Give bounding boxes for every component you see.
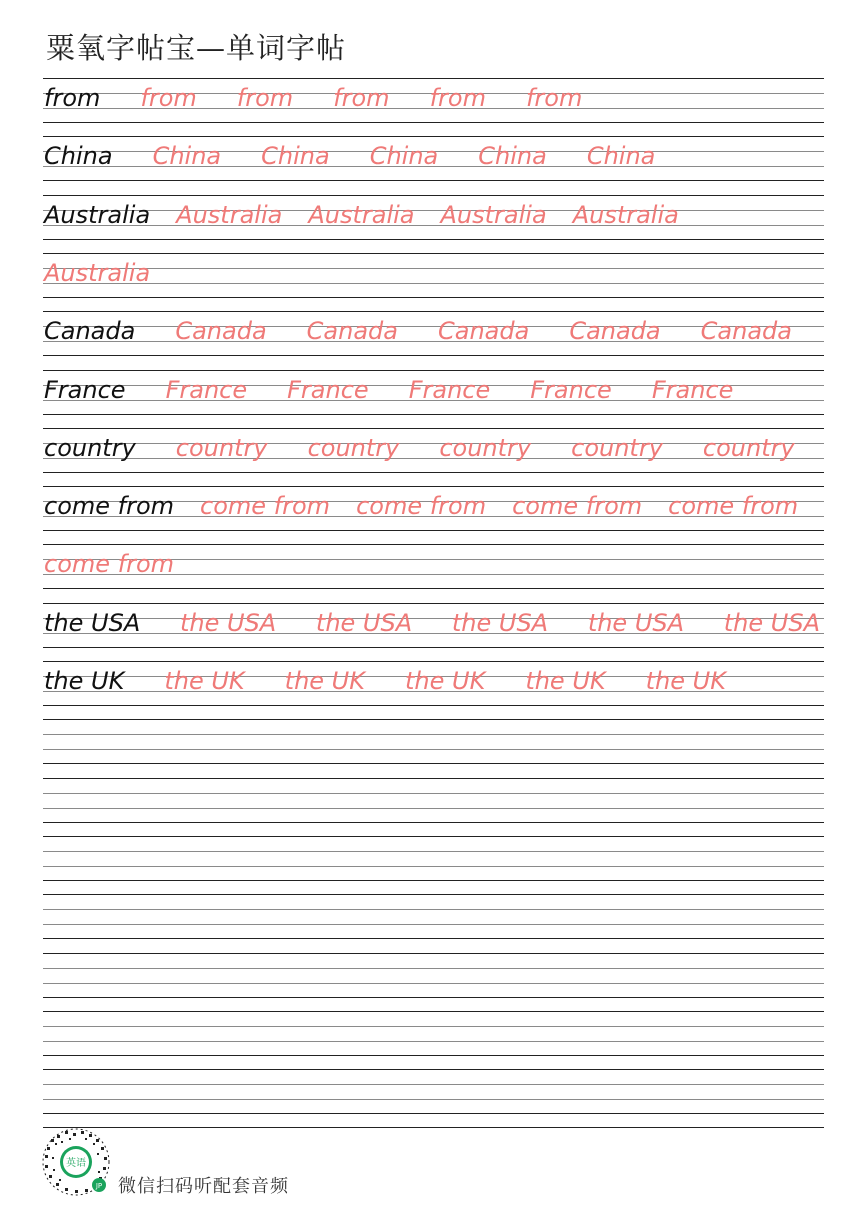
trace-word: Canada <box>437 317 530 346</box>
trace-word: China <box>369 142 439 171</box>
trace-word: the USA <box>179 608 277 637</box>
rule-line <box>43 851 824 852</box>
rule-line <box>43 866 824 867</box>
trace-word: the USA <box>723 608 820 637</box>
example-word: Canada <box>44 317 136 346</box>
rule-line <box>43 1055 824 1056</box>
trace-word: the UK <box>525 667 606 695</box>
rule-line <box>43 1011 824 1012</box>
rule-line <box>43 355 824 356</box>
rule-line <box>43 749 824 750</box>
rule-line <box>43 909 824 910</box>
rule-line <box>43 486 824 487</box>
trace-word: come from <box>356 492 487 521</box>
trace-word: France <box>165 375 248 404</box>
rule-line <box>43 180 824 181</box>
svg-text:JP: JP <box>95 1182 103 1190</box>
trace-word: country <box>702 433 795 462</box>
trace-word: from <box>333 84 390 112</box>
trace-word: the UK <box>404 667 486 695</box>
example-word: country <box>44 433 136 462</box>
rule-line <box>43 647 824 648</box>
trace-word: Australia <box>440 200 547 229</box>
example-word: come from <box>44 492 175 521</box>
qr-code-icon[interactable] <box>41 1127 111 1197</box>
rule-line <box>43 1041 824 1042</box>
trace-word: country <box>439 433 532 462</box>
trace-word: France <box>651 375 734 404</box>
rule-line <box>43 297 824 298</box>
trace-word: Canada <box>175 317 267 346</box>
trace-word: the UK <box>284 667 365 695</box>
trace-word: country <box>571 433 663 462</box>
trace-word: France <box>530 375 612 404</box>
trace-word: from <box>140 84 197 112</box>
trace-word: France <box>287 375 369 404</box>
rule-line <box>43 414 824 415</box>
example-word: Australia <box>44 200 151 229</box>
svg-text:英语: 英语 <box>66 1158 86 1169</box>
rule-line <box>43 734 824 735</box>
rule-line <box>43 836 824 837</box>
trace-word: from <box>236 84 294 112</box>
rule-line <box>43 603 824 604</box>
rule-line <box>43 633 824 634</box>
rule-line <box>43 370 824 371</box>
rule-line <box>43 428 824 429</box>
rule-line <box>43 997 824 998</box>
rule-line <box>43 778 824 779</box>
page-title: 粟氧字帖宝—单词字帖 <box>46 31 347 65</box>
trace-word: Canada <box>569 317 661 346</box>
trace-word: China <box>478 142 547 171</box>
trace-word: the USA <box>587 608 685 637</box>
rule-line <box>43 763 824 764</box>
example-word: the USA <box>44 608 141 637</box>
rule-line <box>43 880 824 881</box>
rule-line <box>43 968 824 969</box>
rule-line <box>43 719 824 720</box>
rule-line <box>43 472 824 473</box>
trace-word: France <box>408 375 491 404</box>
rule-line <box>43 588 824 589</box>
rule-line <box>43 210 824 211</box>
rule-line <box>43 1026 824 1027</box>
rule-line <box>43 268 824 269</box>
trace-word: Australia <box>176 200 283 229</box>
rule-line <box>43 195 824 196</box>
rule-line <box>43 136 824 137</box>
trace-word: come from <box>512 492 643 521</box>
rule-line <box>43 1069 824 1070</box>
rule-line <box>43 938 824 939</box>
trace-word: country <box>175 433 268 462</box>
rule-line <box>43 705 824 706</box>
rule-line <box>43 894 824 895</box>
rule-line <box>43 225 824 226</box>
trace-word: Australia <box>44 258 151 287</box>
rule-line <box>43 793 824 794</box>
trace-word: come from <box>44 550 175 579</box>
rule-line <box>43 1127 824 1128</box>
trace-word: Canada <box>700 317 792 346</box>
trace-word: the USA <box>451 608 549 637</box>
trace-word: the UK <box>164 667 245 695</box>
rule-line <box>43 1113 824 1114</box>
trace-word: China <box>261 142 330 171</box>
trace-word: come from <box>200 492 331 521</box>
trace-word: from <box>525 84 583 112</box>
rule-line <box>43 122 824 123</box>
trace-word: from <box>429 84 486 112</box>
footer-caption: 微信扫码听配套音频 <box>118 1176 289 1197</box>
trace-word: Canada <box>306 317 398 346</box>
trace-word: the USA <box>315 608 413 637</box>
rule-line <box>43 822 824 823</box>
rule-line <box>43 983 824 984</box>
rule-line <box>43 808 824 809</box>
rule-line <box>43 661 824 662</box>
rule-line <box>43 618 824 619</box>
trace-word: Australia <box>308 200 415 229</box>
trace-word: come from <box>668 492 799 521</box>
rule-line <box>43 544 824 545</box>
rule-line <box>43 239 824 240</box>
example-word: France <box>44 375 126 404</box>
trace-word: Australia <box>572 200 679 229</box>
example-word: China <box>44 142 113 171</box>
rule-line <box>43 1099 824 1100</box>
rule-line <box>43 1084 824 1085</box>
rule-line <box>43 924 824 925</box>
example-word: the UK <box>44 667 125 695</box>
rule-line <box>43 253 824 254</box>
rule-line <box>43 530 824 531</box>
trace-word: the UK <box>645 667 726 695</box>
trace-word: China <box>152 142 222 171</box>
example-word: from <box>44 84 101 112</box>
trace-word: China <box>586 142 656 171</box>
trace-word: country <box>307 433 400 462</box>
rule-line <box>43 311 824 312</box>
rule-line <box>43 953 824 954</box>
rule-line <box>43 283 824 284</box>
rule-line <box>43 78 824 79</box>
